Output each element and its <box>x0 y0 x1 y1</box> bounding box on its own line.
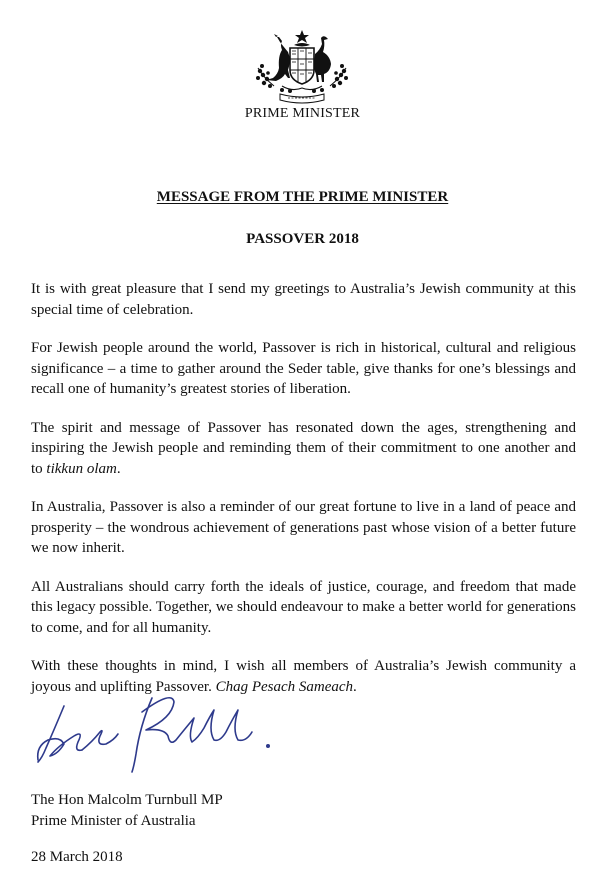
signatory-name: The Hon Malcolm Turnbull MP <box>31 792 223 808</box>
paragraph-australia: In Australia, Passover is also a reminder of our great fortune to live in a land of peace and prosperity – the wondrous achievement of generations past whose vision of a better future we now inherit. <box>31 499 576 556</box>
paragraph-spirit-end: . <box>116 460 121 477</box>
paragraph-ideals: All Australians should carry forth the ideals of justice, courage, and freedom that made this legacy possible. Together, we should endeavour to make a better world for generations to come, and for all humanity. <box>31 578 576 636</box>
letter-date: 28 March 2018 <box>31 849 123 865</box>
signatory-block <box>31 790 223 831</box>
message-body <box>31 279 576 715</box>
signatory-title: Prime Minister of Australia <box>31 812 196 829</box>
tikkun-olam-phrase: tikkun olam <box>46 460 117 477</box>
message-heading: MESSAGE FROM THE PRIME MINISTER <box>156 189 449 205</box>
coat-of-arms-icon <box>252 28 352 106</box>
paragraph-greeting: It is with great pleasure that I send my greetings to Australia’s Jewish community at this special time of celebration. <box>31 281 576 318</box>
paragraph-wishes-end: . <box>353 678 357 695</box>
paragraph-spirit-text: The spirit and message of Passover has resonated down the ages, strengthening and inspiring the Jewish people and reminding them of their commitment to one another and to <box>31 419 576 477</box>
chag-pesach-sameach-phrase: Chag Pesach Sameach <box>215 678 354 695</box>
paragraph-wishes-text: With these thoughts in mind, I wish all members of Australia’s Jewish community a joyous and uplifting Passover. <box>31 658 576 695</box>
signature-icon <box>34 680 274 780</box>
paragraph-spirit <box>31 418 576 480</box>
paragraph-significance: For Jewish people around the world, Passover is rich in historical, cultural and religious significance – a time to gather around the Seder table, give thanks for one’s blessings and recall one of humanity’s greatest stories of liberation. <box>31 340 576 397</box>
office-title: PRIME MINISTER <box>244 106 361 121</box>
message-subheading: PASSOVER 2018 <box>246 231 359 247</box>
